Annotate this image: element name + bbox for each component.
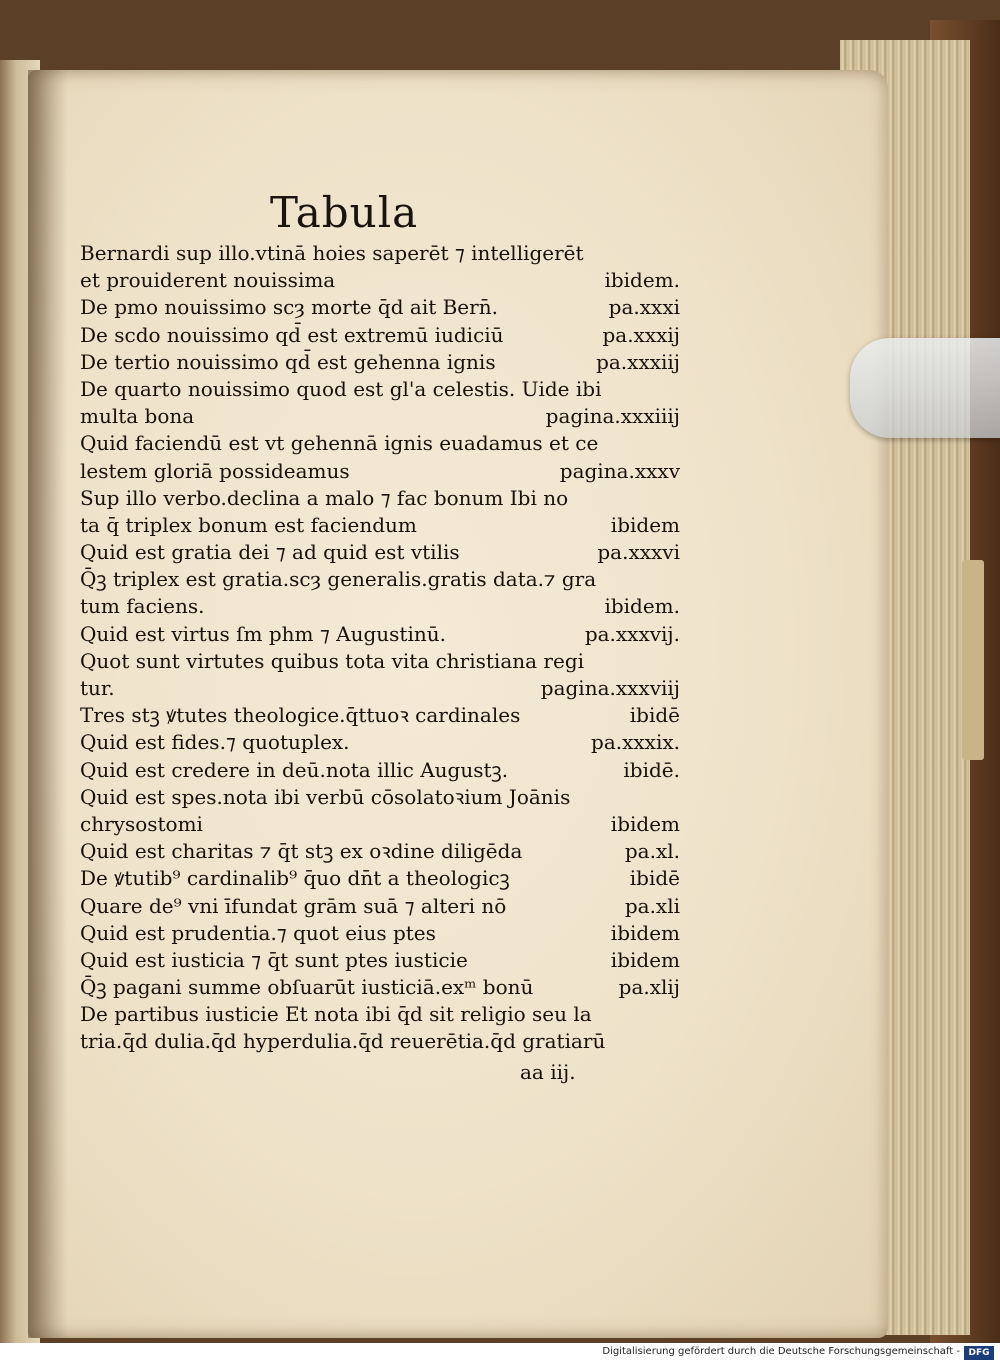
- table-of-contents: [80, 240, 680, 1056]
- signature-mark: aa iij.: [520, 1060, 576, 1084]
- toc-entry: Q̄ꝫ pagani summe obſuarūt iusticiā.exᵐ bonū pa.xlij: [80, 975, 680, 1000]
- footer-bar: [0, 1343, 1000, 1363]
- dfg-logo-icon: DFG: [964, 1346, 994, 1360]
- toc-entry: Quid est fides.⁊ quotuplex. pa.xxxix.: [80, 730, 680, 755]
- toc-entry: Tres stꝫ ꝟtutes theologice.q̄ttuoꝛ cardinales ibidē: [80, 703, 680, 728]
- toc-entry: De ꝟtutib⁹ cardinalib⁹ q̄uo dn̄t a theologicꝫ ibidē: [80, 866, 680, 891]
- toc-entry: De quarto nouissimo quod est gl'a celestis. Uide ibi: [80, 376, 602, 401]
- page-heading: Tabula: [270, 188, 419, 237]
- toc-entry: Quid est credere in deū.nota illic Augustꝫ. ibidē.: [80, 757, 680, 782]
- page-gutter: [28, 70, 68, 1338]
- toc-entry: Quot sunt virtutes quibus tota vita christiana regi: [80, 648, 585, 673]
- toc-entry: De pmo nouissimo scȝ morte q̄d ait Bern̄. pa.xxxi: [80, 295, 680, 320]
- toc-entry: Quare de⁹ vni īfundat grām suā ⁊ alteri nō pa.xli: [80, 893, 680, 918]
- funding-credit: Digitalisierung gefördert durch die Deutsche Forschungsgemeinschaft -: [602, 1346, 960, 1357]
- toc-entry: tria.q̄d dulia.q̄d hyperdulia.q̄d reuerētia.q̄d gratiarū: [80, 1029, 606, 1054]
- toc-entry: chrysostomi ibidem: [80, 811, 680, 836]
- toc-entry: Quid est gratia dei ⁊ ad quid est vtilis pa.xxxvi: [80, 540, 680, 565]
- toc-entry: Quid faciendū est vt gehennā ignis euadamus et ce: [80, 431, 599, 456]
- toc-entry: tur. pagina.xxxviij: [80, 676, 680, 700]
- toc-entry: De partibus iusticie Et nota ibi q̄d sit religio seu la: [80, 1002, 592, 1027]
- toc-entry: Quid est iusticia ⁊ q̄t sunt ptes iusticie ibidem: [80, 947, 680, 972]
- toc-entry: Quid est prudentia.⁊ quot eius ptes ibidem: [80, 920, 680, 945]
- transparent-bookmark: [850, 338, 1000, 438]
- toc-entry: tum faciens. ibidem.: [80, 594, 680, 619]
- toc-entry: Quid est spes.nota ibi verbū cōsolatoꝛium Joānis: [80, 784, 571, 809]
- toc-entry: lestem gloriā possideamus pagina.xxxv: [80, 458, 680, 483]
- toc-entry: Quid est charitas ⁊ q̄t stꝫ ex oꝛdine diligēda pa.xl.: [80, 839, 680, 864]
- toc-entry: multa bona pagina.xxxiiij: [80, 404, 680, 429]
- toc-entry: De tertio nouissimo qd̄ est gehenna ignis pa.xxxiij: [80, 349, 680, 374]
- toc-entry: Quid est virtus ſm phm ⁊ Augustinū. pa.xxxvij.: [80, 621, 680, 646]
- toc-entry: ta q̄ triplex bonum est faciendum ibidem: [80, 512, 680, 537]
- toc-entry: Sup illo verbo.declina a malo ⁊ fac bonum Ibi no: [80, 485, 569, 510]
- toc-entry: et prouiderent nouissima ibidem.: [80, 268, 680, 293]
- toc-entry: De scdo nouissimo qd̄ est extremū iudiciū pa.xxxij: [80, 322, 680, 347]
- toc-entry: Q̄ꝫ triplex est gratia.scȝ generalis.gratis data.⁊ gra: [80, 567, 597, 592]
- toc-entry: Bernardi sup illo.vtinā hoies saperēt ⁊ intelligerēt: [80, 241, 584, 265]
- tab-marker: [962, 560, 984, 760]
